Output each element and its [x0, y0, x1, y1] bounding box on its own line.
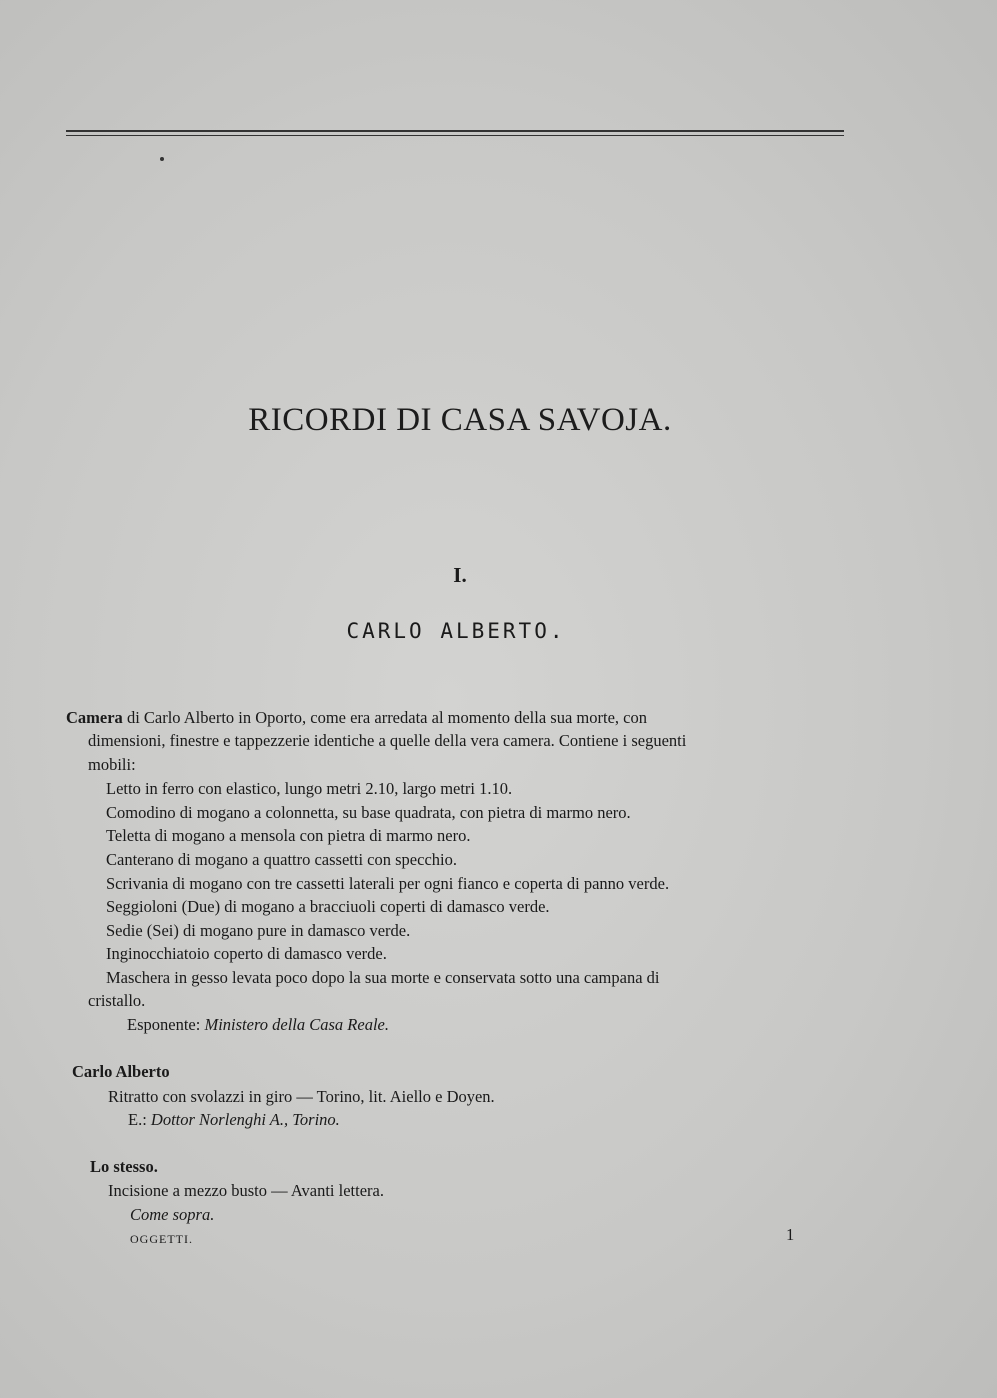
- entry-intro-text: di Carlo Alberto in Oporto, come era arredata al momento della sua morte, con: [122, 708, 647, 727]
- entry-description: Ritratto con svolazzi in giro — Torino, lit. Aiello e Doyen.: [108, 1087, 495, 1106]
- ink-dot: [160, 157, 164, 161]
- exhibitor-name: Ministero della Casa Reale.: [204, 1015, 389, 1034]
- page-title: RICORDI DI CASA SAVOJA.: [248, 402, 672, 438]
- list-item: Inginocchiatoio coperto di damasco verde.: [106, 944, 387, 963]
- list-item: Sedie (Sei) di mogano pure in damasco verde.: [106, 921, 411, 940]
- list-item: Seggioloni (Due) di mogano a bracciuoli coperti di damasco verde.: [106, 897, 550, 916]
- entry-description: Incisione a mezzo busto — Avanti lettera.: [108, 1181, 384, 1200]
- list-item: Letto in ferro con elastico, lungo metri 2.10, largo metri 1.10.: [106, 779, 513, 798]
- exhibitor-label: E.:: [128, 1110, 151, 1129]
- list-item: Canterano di mogano a quattro cassetti con specchio.: [106, 850, 457, 869]
- top-rule: [66, 130, 844, 132]
- list-item: Scrivania di mogano con tre cassetti laterali per ogni fianco e coperta di panno verde.: [106, 874, 670, 893]
- list-item: Teletta di mogano a mensola con pietra di marmo nero.: [106, 826, 471, 845]
- exhibitor-line: [128, 1112, 340, 1129]
- exhibitor-name: Dottor Norlenghi A., Torino.: [150, 1110, 340, 1129]
- entry-head: Camera: [66, 708, 123, 727]
- list-item: Comodino di mogano a colonnetta, su base quadrata, con pietra di marmo nero.: [106, 803, 631, 822]
- entry-head: Lo stesso.: [90, 1157, 158, 1176]
- entry-intro-line-2: dimensioni, finestre e tappezzerie identiche a quelle della vera camera. Contiene i seguenti: [88, 731, 687, 750]
- entry-intro-line-1: [66, 710, 647, 727]
- exhibitor-line: [127, 1017, 389, 1034]
- signature-mark: OGGETTI.: [130, 1232, 193, 1246]
- list-item-continuation: cristallo.: [88, 991, 146, 1010]
- page-number: 1: [786, 1225, 795, 1244]
- entry-intro-line-3: mobili:: [88, 755, 136, 774]
- entry-note: Come sopra.: [130, 1205, 215, 1224]
- section-number: I.: [453, 563, 467, 587]
- section-heading: CARLO ALBERTO.: [346, 619, 566, 643]
- list-item: Maschera in gesso levata poco dopo la sua morte e conservata sotto una campana di: [106, 968, 660, 987]
- exhibitor-label: Esponente:: [127, 1015, 205, 1034]
- entry-head: Carlo Alberto: [72, 1062, 170, 1081]
- top-rule-thin: [66, 135, 844, 136]
